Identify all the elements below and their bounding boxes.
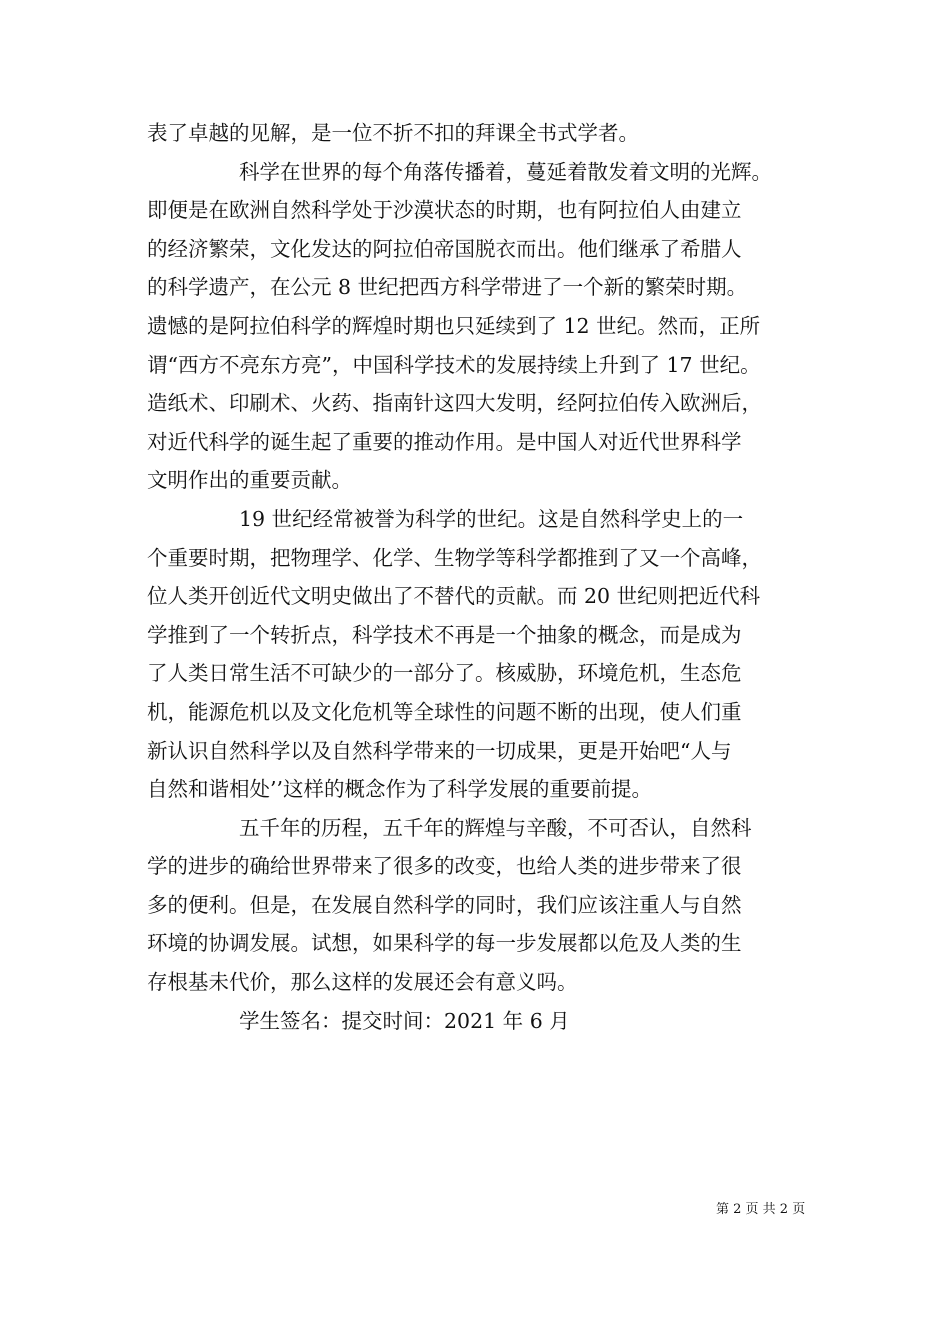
paragraph-line: 新认识自然科学以及自然科学带来的一切成果，更是开始吧“人与 (147, 738, 732, 763)
paragraph-line: 文明作出的重要贡献。 (147, 468, 352, 493)
paragraph-line: 位人类开创近代文明史做出了不替代的贡献。而 20 世纪则把近代科 (147, 584, 761, 609)
page-number: 第 2 页 共 2 页 (716, 1202, 806, 1217)
document-body (147, 114, 813, 1040)
paragraph-line: 多的便利。但是，在发展自然科学的同时，我们应该注重人与自然 (147, 892, 742, 917)
paragraph-line: 学推到了一个转折点，科学技术不再是一个抽象的概念，而是成为 (147, 622, 742, 647)
paragraph-line: 即便是在欧洲自然科学处于沙漠状态的时期，也有阿拉伯人由建立 (147, 198, 742, 223)
paragraph-line: 个重要时期，把物理学、化学、生物学等科学都推到了又一个高峰， (147, 545, 762, 570)
paragraph-line: 了人类日常生活不可缺少的一部分了。核威胁，环境危机，生态危 (147, 661, 742, 686)
paragraph-first-line: 科学在世界的每个角落传播着，蔓延着散发着文明的光辉。 (239, 159, 772, 184)
paragraph-first-line: 五千年的历程，五千年的辉煌与辛酸，不可否认，自然科 (239, 815, 752, 840)
paragraph-line: 自然和谐相处’’这样的概念作为了科学发展的重要前提。 (147, 777, 653, 802)
paragraph-line: 环境的协调发展。试想，如果科学的每一步发展都以危及人类的生 (147, 931, 742, 956)
paragraph-line: 造纸术、印刷术、火药、指南针这四大发明，经阿拉伯传入欧洲后， (147, 391, 762, 416)
paragraph-line: 对近代科学的诞生起了重要的推动作用。是中国人对近代世界科学 (147, 429, 742, 454)
signature-line: 学生签名：提交时间：2021 年 6 月 (239, 1008, 570, 1033)
paragraph-line: 存根基未代价，那么这样的发展还会有意义吗。 (147, 970, 578, 995)
paragraph-line: 遗憾的是阿拉伯科学的辉煌时期也只延续到了 12 世纪。然而，正所 (147, 313, 761, 338)
paragraph-line: 机，能源危机以及文化危机等全球性的问题不断的出现，使人们重 (147, 699, 742, 724)
paragraph-line: 的经济繁荣，文化发达的阿拉伯帝国脱衣而出。他们继承了希腊人 (147, 236, 742, 261)
paragraph-first-line: 19 世纪经常被誉为科学的世纪。这是自然科学史上的一 (239, 506, 744, 531)
paragraph-line: 学的进步的确给世界带来了很多的改变，也给人类的进步带来了很 (147, 854, 742, 879)
paragraph-line: 的科学遗产，在公元 8 世纪把西方科学带进了一个新的繁荣时期。 (147, 275, 748, 300)
paragraph-line: 谓“西方不亮东方亮”，中国科学技术的发展持续上升到了 17 世纪。 (147, 352, 761, 377)
paragraph-line: 表了卓越的见解，是一位不折不扣的拜课全书式学者。 (147, 121, 639, 145)
